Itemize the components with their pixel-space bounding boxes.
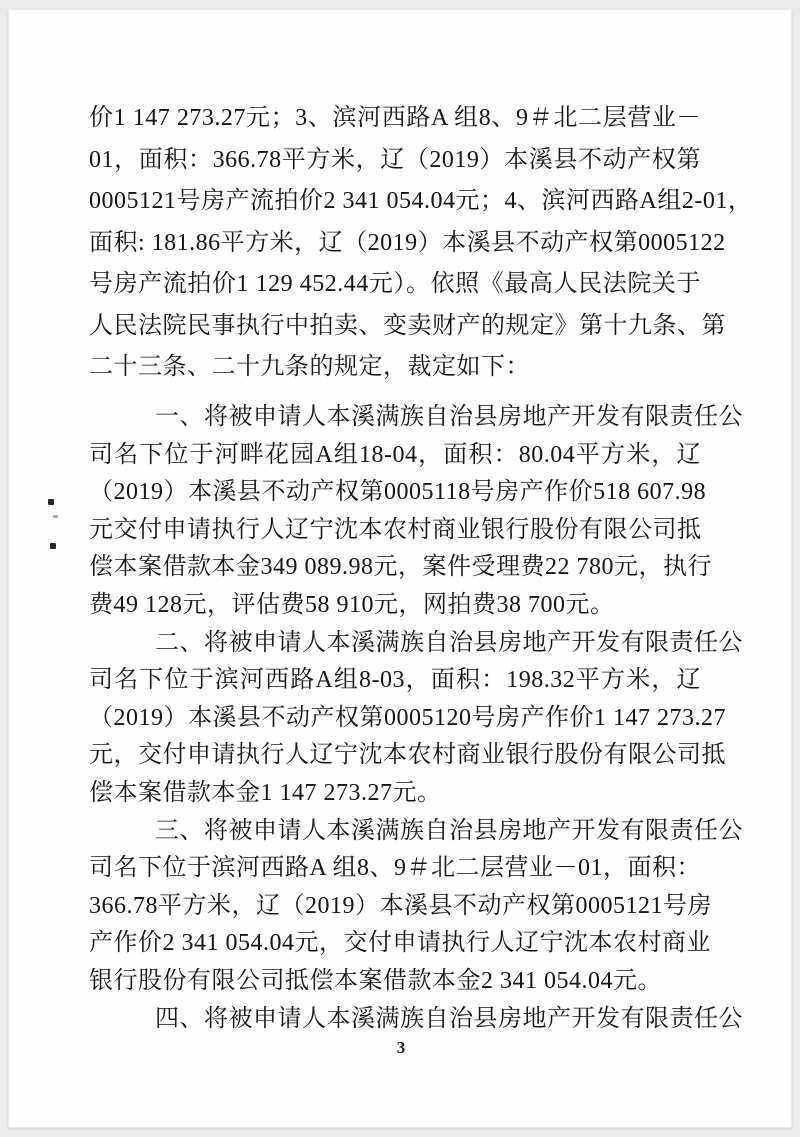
document-line: 面积: 181.86平方米，辽（2019）本溪县不动产权第0005122 bbox=[89, 229, 726, 256]
document-line: （2019）本溪县不动产权第0005120号房产作价1 147 273.27 bbox=[89, 704, 726, 731]
document-line: 偿本案借款本金349 089.98元，案件受理费22 780元，执行 bbox=[89, 554, 712, 581]
document-line: 366.78平方米，辽（2019）本溪县不动产权第0005121号房 bbox=[89, 892, 712, 919]
document-line: 价1 147 273.27元；3、滨河西路A 组8、9＃北二层营业－ bbox=[89, 105, 701, 131]
document-line: （2019）本溪县不动产权第0005118号房产作价518 607.98 bbox=[89, 479, 707, 506]
scan-artifact-dot bbox=[53, 515, 58, 518]
document-line: 银行股份有限公司抵偿本案借款本金2 341 054.04元。 bbox=[89, 967, 662, 994]
document-line: 一、将被申请人本溪满族自治县房地产开发有限责任公 bbox=[155, 404, 743, 430]
document-line: 0005121号房产流拍价2 341 054.04元；4、滨河西路A组2-01， bbox=[89, 188, 753, 214]
document-line: 二、将被申请人本溪满族自治县房地产开发有限责任公 bbox=[155, 629, 743, 656]
document-line: 四、将被申请人本溪满族自治县房地产开发有限责任公 bbox=[155, 1005, 743, 1032]
ruling-preamble-block bbox=[89, 98, 753, 389]
document-line: 元交付申请执行人辽宁沈本农村商业银行股份有限公司抵 bbox=[89, 516, 702, 543]
document-line: 三、将被申请人本溪满族自治县房地产开发有限责任公 bbox=[155, 817, 743, 844]
scan-artifact-dot bbox=[50, 543, 56, 549]
scan-artifact-dot bbox=[48, 499, 54, 505]
ruling-items-block bbox=[89, 399, 743, 1038]
document-line: 二十三条、二十九条的规定，裁定如下： bbox=[89, 354, 530, 380]
document-line: 01，面积：366.78平方米，辽（2019）本溪县不动产权第 bbox=[89, 146, 701, 173]
document-line: 元，交付申请执行人辽宁沈本农村商业银行股份有限公司抵 bbox=[89, 742, 726, 769]
document-line: 司名下位于滨河西路A组8-03，面积：198.32平方米，辽 bbox=[89, 667, 701, 694]
page-number: 3 bbox=[396, 1038, 406, 1057]
document-page bbox=[8, 9, 792, 1128]
document-line: 号房产流拍价1 129 452.44元）。依照《最高人民法院关于 bbox=[89, 271, 701, 297]
document-line: 司名下位于滨河西路A 组8、9＃北二层营业－01，面积： bbox=[89, 855, 702, 882]
document-line: 司名下位于河畔花园A组18-04，面积：80.04平方米，辽 bbox=[89, 441, 701, 468]
document-line: 产作价2 341 054.04元，交付申请执行人辽宁沈本农村商业 bbox=[89, 930, 711, 957]
document-line: 费49 128元，评估费58 910元，网拍费38 700元。 bbox=[89, 591, 615, 618]
document-line: 偿本案借款本金1 147 273.27元。 bbox=[89, 779, 442, 806]
document-line: 人民法院民事执行中拍卖、变卖财产的规定》第十九条、第 bbox=[89, 312, 726, 339]
